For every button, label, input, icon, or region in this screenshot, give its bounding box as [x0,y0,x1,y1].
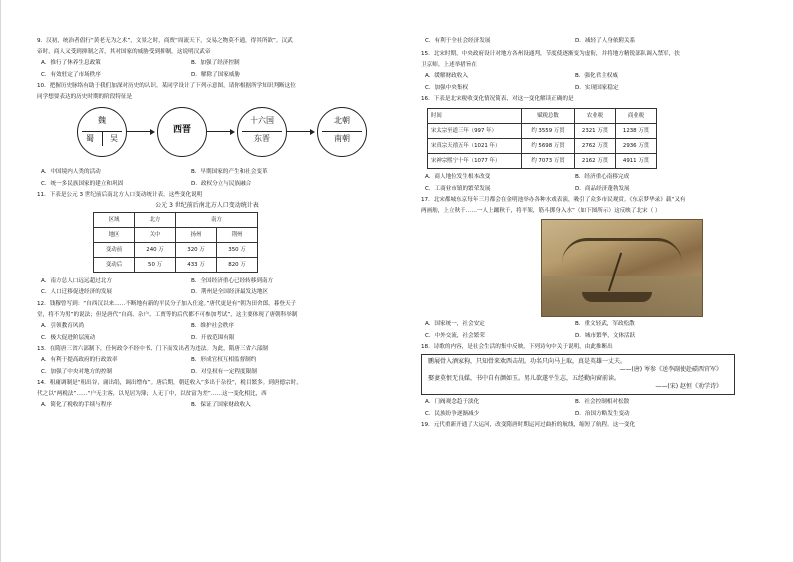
sub-jingzhou: 荆州 [217,228,258,243]
q18-option-c[interactable]: C．民族纷争逐渐减少 [425,411,480,418]
th-south: 南方 [176,213,258,228]
q9-stem-line1: 9．汉初，统治者倡行“黄老无为之术”，文景之时，商贾“周流天下，交易之物莫不通，得其所欲”。汉武 [37,38,293,44]
th-agri: 农业税 [575,108,616,123]
question-17 [421,197,761,339]
q13-option-b[interactable]: B．形成官权互相监督制约 [191,357,257,364]
cell: 433 万 [176,258,217,273]
question-15 [421,51,761,91]
q12-stem-line1: 12．钱穆曾写到：“自西汉以来……不断地有新的平民分子加入仕途。”唐代更是有“朝为田舍郎，暮登天子 [37,301,297,308]
cell: 820 万 [217,258,258,273]
cell: 约 5698 万贯 [522,138,575,153]
node-xijin-label: 西晋 [172,124,191,135]
q12-option-b[interactable]: B．维护社会秩序 [191,323,234,330]
q12-stem-line2: 堂，将不为男”的说法；但是唐代“自商、杂户、工贾等的后代都不可参加考试”，这主要体现了唐朝科举制 [37,312,298,319]
right-column [421,38,761,429]
table-row [94,258,258,273]
q11-option-d[interactable]: D．荆州是全国经济最发达地区 [191,289,269,296]
th-commerce: 商业税 [616,108,657,123]
q16-option-c[interactable]: C．工商业市镇的繁荣发展 [425,185,491,192]
poem-2-text: 娶妻莫恨无良媒，书中自有颜如玉。男儿欲遂平生志，五经勤向窗前读。 [428,374,621,382]
q13-option-a[interactable]: A．有利于提高政府的行政效率 [41,357,118,364]
q14-option-b[interactable]: B．保证了国家财政收入 [191,402,251,409]
q17-stem-line2: 两画舫，上立秋千……一人上蹴秋千，将平架，筋斗掷身入水”（如下图所示）这反映了北宋（ ） [421,207,661,214]
population-table [93,212,258,273]
node-wu-label: 吴 [110,133,118,143]
timeline-node-three-kingdoms [77,107,127,157]
q17-option-a[interactable]: A．国家统一，社会安定 [425,320,485,327]
q16-option-d[interactable]: D．商品经济蓬勃发展 [575,185,630,192]
node-nanchao-label: 南朝 [334,133,350,143]
q13-option-c[interactable]: C．加强了中央对地方的控制 [41,369,113,376]
table-row [428,138,657,153]
cell: 变动前 [94,243,135,258]
cell: 2762 万贯 [575,138,616,153]
arrow-3 [287,131,311,132]
q14-stem-line1: 14．租庸调制是“租出谷，庸出绢，调出缯布”。唐后期，朝廷收入“多出于杂役”，税目繁多。到唐德宗时， [37,380,302,387]
cell: 约 7073 万贯 [522,153,575,168]
question-11 [37,192,377,296]
q14-stem-line2 [37,391,377,398]
arrow-1 [127,131,151,132]
q15-option-a[interactable]: A．缓解财政收入 [425,72,468,79]
q10-option-b[interactable]: B．早期国家的产生和社会变革 [191,168,268,175]
table-row [94,243,258,258]
q9-option-b[interactable]: B．加强了经济控制 [191,59,240,66]
cell: 2936 万贯 [616,138,657,153]
q18-option-a[interactable]: A．门阀观念趋于淡化 [425,399,480,406]
poem-2-source: ——(宋) 赵恒《劝学诗》 [655,383,722,391]
th-total: 赋税总数 [522,108,575,123]
q15-option-b[interactable]: B．强化君主权威 [575,72,618,79]
q11-table-title: 公元 3 世纪前后南北方人口变动统计表 [155,201,259,209]
sub-area: 地区 [94,228,135,243]
node-shu-label: 蜀 [86,133,94,143]
node-dongjin-label: 东晋 [254,133,270,143]
q15-option-d[interactable]: D．实现国家稳定 [575,84,619,91]
q12-option-a[interactable]: A．引领教育风尚 [41,323,84,330]
tax-table [427,108,657,169]
q10-option-a[interactable]: A．中国境内人类的活动 [41,168,101,175]
question-9 [37,38,377,78]
cell: 350 万 [217,243,258,258]
poem-1-source: ——(唐) 岑参《送李副使赴碛西官军》 [619,366,722,374]
poem-1-text: 鹏展骨入酒家狗，只知骨来欢西击胡。功名只向马上取，真是英雄一丈夫。 [428,357,627,365]
arrow-2 [207,131,231,132]
q9-option-d[interactable]: D．解除了国家威胁 [191,71,241,78]
node-sixteen-label: 十六国 [250,115,274,125]
cell: 2321 万贯 [575,123,616,138]
question-12 [37,301,377,341]
q9-stem-line2: 帝时，商人又受到抑制之苦，其对国家的威胁受到抑制。这说明汉武帝 [37,48,211,55]
cell: 宋神宗熙宁十年（1077 年） [428,153,522,168]
q17-option-c[interactable]: C．中外交流，社会繁荣 [425,332,485,339]
q19-stem: 19．元代重新开通了大运河，改变隋唐时期运河过曲折的航线，缩短了航程。这一变化 [421,422,636,429]
q11-option-c[interactable]: C．人口迁移促进经济的发展 [41,289,113,296]
cell: 50 万 [135,258,176,273]
q15-stem-line2: 卫京师。上述举措旨在 [421,61,477,68]
q9-option-a[interactable]: A．推行了休养生息政策 [41,59,101,66]
q14-option-c[interactable]: C．有利于全社会经济发展 [425,38,491,44]
timeline-node-north-south [317,107,367,157]
q16-option-a[interactable]: A．商人地位发生根本改变 [425,173,491,180]
node-wei-label: 魏 [98,115,106,125]
q12-option-d[interactable]: D．开放范围有限 [191,335,235,342]
question-19 [421,422,761,429]
q12-option-c[interactable]: C．极大促进阶层流动 [41,335,96,342]
q16-option-b[interactable]: B．经济重心南移完成 [575,173,630,180]
q18-option-b[interactable]: B．社会控制相对松散 [575,399,630,406]
q16-stem: 16．下表是北宋税收变化情况简表，对这一变化解读正确的是 [421,95,574,102]
timeline-node-western-jin [157,107,207,157]
cell: 4911 万贯 [616,153,657,168]
q13-stem: 13．在隋唐三省六部制下，任何政令不经中书、门下而发出者为违法。为此，隋唐三省六部制 [37,346,268,353]
th-time: 时间 [428,108,522,123]
q10-stem-line2: 同学想要表达的历史时期的阶段特征是 [37,93,133,100]
q11-stem: 11．下表是公元 3 世纪前后南北方人口变动统计表。这些变化说明 [37,191,203,198]
cell: 约 3559 万贯 [522,123,575,138]
question-13 [37,346,377,375]
q17-option-b[interactable]: B．重文轻武，军政松散 [575,320,635,327]
node-beichao-label: 北朝 [334,115,350,125]
cell: 宋真宗天禧五年（1021 年） [428,138,522,153]
cell: 240 万 [135,243,176,258]
poem-box [421,354,735,396]
dynasty-timeline-diagram [37,107,377,165]
q11-option-a[interactable]: A．南方总人口远远超过北方 [41,278,112,285]
q11-option-b[interactable]: B．全国经济重心已经转移到南方 [191,278,274,285]
q10-option-d[interactable]: D．政权分立与民族融合 [191,180,252,187]
q10-option-c[interactable]: C．统一多民族国家的建立和巩固 [41,180,124,187]
sub-guanzhong: 关中 [135,228,176,243]
q14-option-a[interactable]: A．简化了税收的手续与程序 [41,402,112,409]
cell: 320 万 [176,243,217,258]
q14-stem-line2a: 代之以 [37,391,54,398]
question-18 [421,344,761,418]
q18-stem: 18．诗歌的内容，是社会生活的集中反映。下列诗句中关于说明，由此推断出 [421,343,613,350]
q17-stem-line1: 17．北宋都城东京每年三月都会在金明池举办各种水戏表演，吸引了众多市民观赏。《东京梦华录》载“又有 [421,196,686,203]
cell: 变动后 [94,258,135,273]
q14-stem-line2b: “两税法”……“户无主客，以见居为簿；人无丁中，以贫富为差”……这一变化相比，西 [53,391,267,398]
q17-option-d[interactable]: D．城市繁华，文体活跃 [575,332,636,339]
table-row [428,153,657,168]
q14-option-d[interactable]: D．减轻了人身依附关系 [575,38,636,44]
question-10 [37,83,377,187]
question-16 [421,96,761,192]
timeline-node-sixteen-kingdoms [237,107,287,157]
table-row [428,123,657,138]
jinming-pool-painting-image [541,219,703,317]
q13-option-d[interactable]: D．对皇权有一定程度限制 [191,369,257,376]
q15-stem-line1: 15．北宋时期，中央政府设计对地方各州设通判，节度使逐渐变为虚衔，并将地方精锐部队调入禁军，扶 [421,51,680,57]
left-column [37,38,377,410]
q15-option-c[interactable]: C．加强中央集权 [425,84,469,91]
cell: 1238 万贯 [616,123,657,138]
sub-yangzhou: 扬州 [176,228,217,243]
q18-option-d[interactable]: D．治国方略发生变动 [575,411,630,418]
cell: 2162 万贯 [575,153,616,168]
q9-option-c[interactable]: C．有效驻定了市场秩序 [41,71,101,78]
cell: 宋太宗至道三年（997 年） [428,123,522,138]
th-north: 北方 [135,213,176,228]
th-region: 区域 [94,213,135,228]
question-14 [37,380,377,410]
q10-stem-line1: 10．把握历史脉络有助于我们加深对历史的认识。某同学设计了下列示意图，请你根据所学知识判断这位 [37,82,296,89]
